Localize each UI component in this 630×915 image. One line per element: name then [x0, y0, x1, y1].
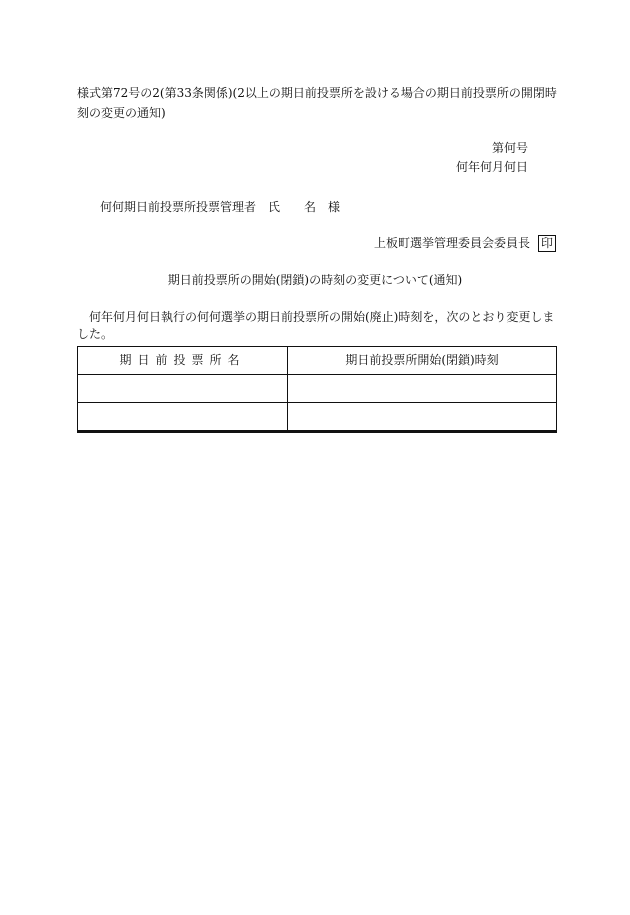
seal-mark: 印	[538, 235, 556, 252]
table-cell-name	[78, 375, 288, 403]
table-cell-name	[78, 403, 288, 432]
subject-line: 期日前投票所の開始(閉鎖)の時刻の変更について(通知)	[167, 273, 463, 287]
header-opening-closing-time: 期日前投票所開始(閉鎖)時刻	[288, 347, 557, 375]
header-polling-place-name: 期日前投票所名	[78, 347, 288, 375]
form-title-line-2: 刻の変更の通知)	[77, 106, 166, 120]
table-cell-time	[288, 375, 557, 403]
body-text: 何年何月何日執行の何何選挙の期日前投票所の開始(廃止)時刻を，次のとおり変更しました。	[77, 310, 555, 341]
form-title	[77, 83, 557, 123]
schedule-table	[77, 346, 557, 433]
form-title-line-1: 様式第72号の2(第33条関係)(2以上の期日前投票所を設ける場合の期日前投票所の開閉時	[77, 86, 557, 100]
table-header-row	[78, 347, 557, 375]
sender-title: 上板町選挙管理委員会委員長	[373, 236, 530, 250]
addressee: 何何期日前投票所投票管理者 氏 名 様	[100, 200, 341, 214]
table-row	[78, 375, 557, 403]
sender	[374, 234, 556, 253]
document-number: 第何号	[491, 141, 528, 155]
table-row	[78, 403, 557, 432]
table-cell-time	[288, 403, 557, 432]
document-date: 何年何月何日	[455, 160, 528, 174]
